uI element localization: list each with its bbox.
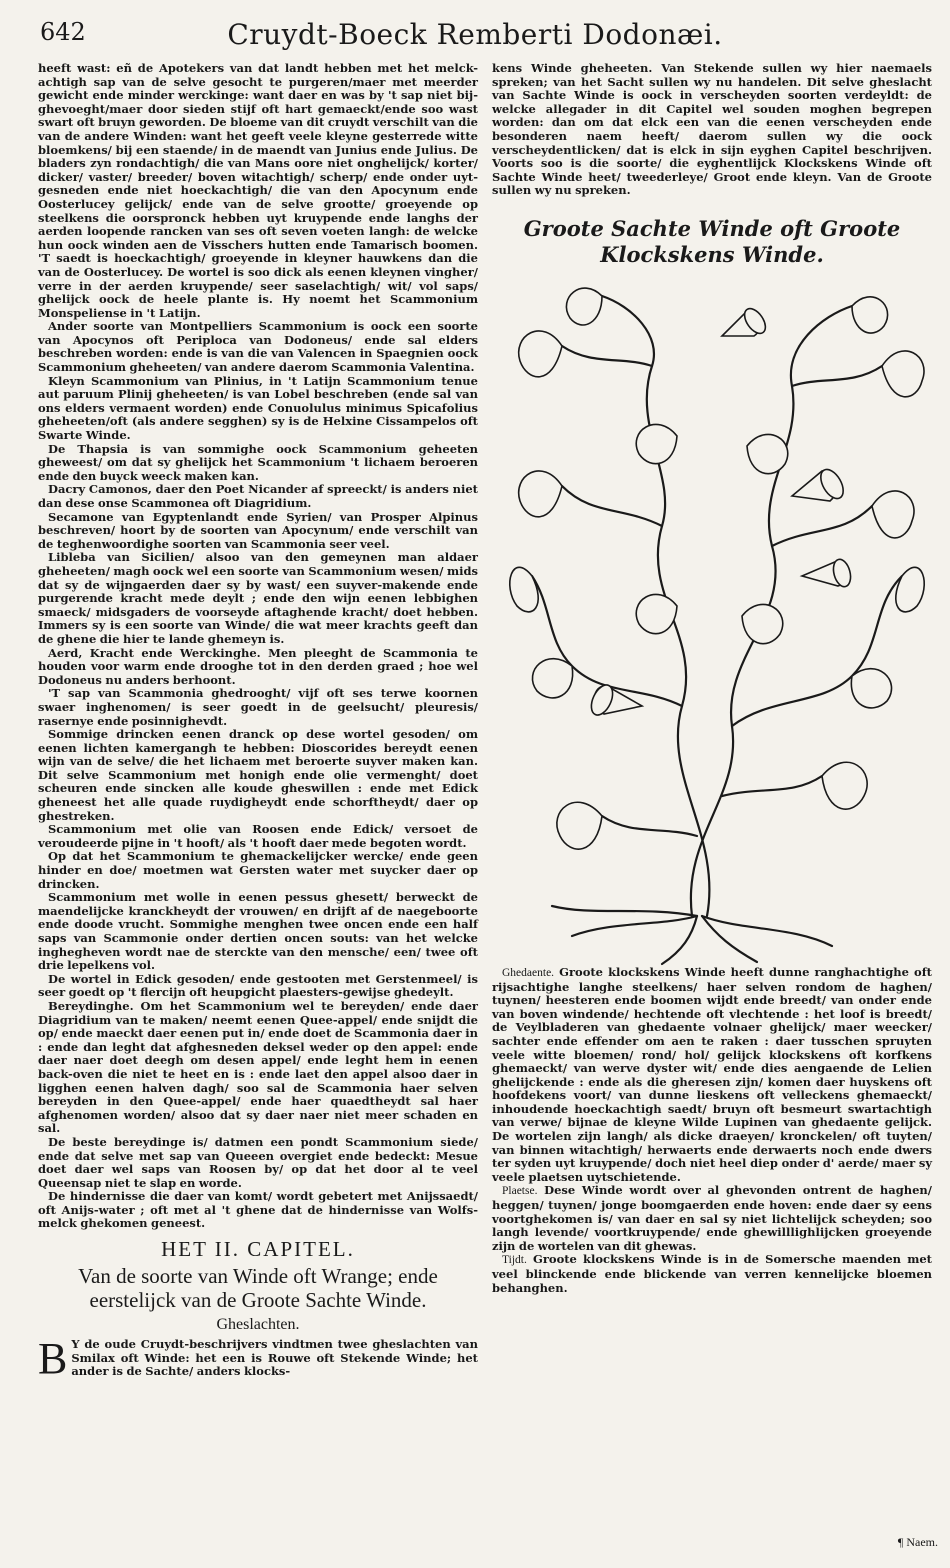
paragraph: Aerd, Kracht ende Werckinghe. Men pleeght de Scammonia te houden voor warm ende drooghe tot in den derden graed ; hoe wel Dodoneus nu anders berhoont. <box>38 645 478 687</box>
paragraph: De beste bereydinge is/ datmen een pondt Scammonium siede/ ende dat selve met sap van Queeen overgiet ende bedeckt: Mesue doet daer wel saps van Roosen by/ op dat het door al te veel Queensap niet te slap en worde. <box>38 1134 478 1190</box>
chapter-subtitle: Van de soorte van Winde oft Wrange; ende eerstelijck van de Groote Sachte Winde. <box>78 1264 438 1313</box>
paragraph: De wortel in Edick gesoden/ ende gestooten met Gerstenmeel/ is seer goedt op 't flercijn oft heupgicht plaesters-gewijse ghedeylt. <box>38 971 478 1000</box>
section-label: Ghedaente. <box>502 966 555 979</box>
paragraph: Kleyn Scammonium van Plinius, in 't Latijn Scammonium tenue aut paruum Plinij gheheeten/ is van Lobel beschreben (ende sal van ons elders vermaent worden) ende Conuolulus minimus Spicafolius gheheeten/oft (als andere segghen) sy is de Helxine Cissampelos oft Swarte Winde. <box>38 373 478 443</box>
paragraph: Secamone van Egyptenlandt ende Syrien/ van Prosper Alpinus beschreven/ hoort by de soorten van Apocynum/ ende verschilt van de teghenwoordighe soorten van Scammonia seer veel. <box>38 509 478 551</box>
figure-title-line: Groote Sachte Winde oft Groote <box>523 215 901 241</box>
paragraph: Dacry Camonos, daer den Poet Nicander af spreeckt/ is anders niet dan dese onse Scammonea oft Diagridium. <box>38 482 478 510</box>
paragraph: Scammonium met wolle in eenen pessus ghesett/ berweckt de maendelijcke kranckheydt der vrouwen/ en drijft af de naegeboorte ende doode vrucht. Sommighe menghen twee oncen ende een half saps van Scammonie onder dertien oncen souts: van het welcke inghegheven wordt nae de sterckte van den mensche/ een/ twee oft drie lepelkens vol. <box>38 890 478 973</box>
paragraph: Sommige drincken eenen dranck op dese wortel gesoden/ om eenen lichten kamergangh te hebben: Dioscorides bereydt eenen wijn van de selve/ die het lichaem met beroerte suyver maken kan. Dit selve Scammonium met honigh ende olie vermenght/ doet scheuren ende sincken alle koude gheswillen : ende met Edick gheneest het alle quade ruydigheydt ende schorftheydt/ daer op ghestreken. <box>38 727 478 823</box>
paragraph-text: Groote klockskens Winde heeft dunne ranghachtighe oft rijsachtighe langhe steelkens/ haer selven rondom de haghen/ tuynen/ heesteren ende boomen wijdt ende breedt/ van onder ende van boven windende/ hechtende oft vlechtende : het loof is breedt/ de Veylbladeren van ghedaente volnaer ghelijck/ maer weecker/ sachter ende effender om aen te raken : daer tusschen spruyten veele witte bloemen/ rond/ hol/ gelijck klockskens oft korfkens ghemaeckt/ van werve dyster wit/ ende dies aengaende de Lelien ghelijckende : ende als die gheresen zijn/ komen daer huyskens oft hoofdekens voort/ van dunne lieskens oft velleckens ghemaeckt/ inhoudende hoeckachtigh saedt/ bruyn oft besmeurt swartachtigh van verwe/ bijnae de kleyne Wilde Lupinen van ghedaente gelijck. De wortelen zijn langh/ als dicke draeyen/ kronckelen/ oft tuyten/ van binnen witachtigh/ herwaerts ende derwaerts noch ende dwers ter syden uyt kruypende/ doch niet heel diep onder d' aerde/ maer sy veele plaetsen uytschietende. <box>492 964 932 1184</box>
paragraph: Bereydinghe. Om het Scammonium wel te bereyden/ ende daer Diagridium van te maken/ neemt eenen Quee-appel/ ende snijdt die op/ ende maeckt daer eenen put in/ ende doet de Scammonia daer in : ende dan leght dat afghesneden deksel weder op den appel: ende daer naer doet deegh om desen appel/ ende leght hem in eenen back-oven die niet te heet en is : ende laet den appel alsoo daer in ligghen eenen halven dagh/ soo sal de Scammonia haer selven bereyden in den Quee-appel/ ende haer quaedtheydt sal haer afghenomen worden/ alsoo dat sy daer naer niet meer schaden en sal. <box>38 998 478 1136</box>
left-column <box>38 61 478 1384</box>
opening-paragraph <box>38 1334 478 1384</box>
paragraph-text: Dese Winde wordt over al ghevonden ontrent de haghen/ heggen/ tuynen/ jonge boomgaerden ende hoven: ende daer sy eens voortghekomen is/ van daer en sal sy niet lichtelijck scheyden; soo langh levende/ voortkruypende/ ende ghewilllighlijcken groeyende zijn de wortelen van dit ghewas. <box>492 1183 932 1253</box>
page-number: 642 <box>40 18 86 46</box>
page-header <box>40 18 910 54</box>
paragraph: De Thapsia is van sommighe oock Scammonium geheeten gheweest/ om dat sy ghelijck het Scammonium 't lichaem beroeren ende den buyck weeck maken kan. <box>38 441 478 483</box>
paragraph: De hindernisse die daer van komt/ wordt gebetert met Anijssaedt/ oft Anijs-water ; oft met al 't ghene dat de hindernisse van Wolfs-melck ghekomen geneest. <box>38 1189 478 1231</box>
section-label: Tijdt. <box>502 1254 527 1267</box>
section-heading: Gheslachten. <box>216 1316 300 1334</box>
drop-cap: B <box>38 1334 68 1384</box>
chapter-heading: HET II. CAPITEL. <box>161 1237 355 1262</box>
right-column <box>492 62 932 1295</box>
paragraph <box>492 966 932 1185</box>
paragraph: Scammonium met olie van Roosen ende Edick/ versoet de veroudeerde pijne in 't hooft/ als 't hooft daer mede begoten wordt. <box>38 822 478 850</box>
catchword: ¶ Naem. <box>897 1535 938 1549</box>
paragraph <box>492 1253 932 1295</box>
bindweed-woodcut-illustration <box>492 276 932 966</box>
paragraph: Libleba van Sicilien/ alsoo van den gemeynen man aldaer gheheeten/ magh oock wel een soorte van Scammonium wesen/ mids dat sy de wijngaerden daer sy by wast/ een suyver-makende ende purgerende kracht mede deylt ; ende den wijn eenen lebbighen smaeck/ midsgaders de voorseyde aftaghende kracht/ doet hebben. Immers sy is een soorte van Winde/ die wat meer krachts geeft dan de ghene die hier te lande ghemeyn is. <box>38 550 478 646</box>
paragraph: Y de oude Cruydt-beschrijvers vindtmen twee gheslachten van Smilax oft Winde: het een is Rouwe oft Stekende Winde; het ander is de Sachte/ anders klocks- <box>71 1337 478 1379</box>
paragraph: 'T sap van Scammonia ghedrooght/ vijf oft ses terwe koornen swaer inghenomen/ is seer goedt in de geelsucht/ pleuresis/ rasernye ende posinnighevdt. <box>38 686 478 728</box>
paragraph: kens Winde gheheeten. Van Stekende sullen wy hier naemaels spreken; van het Sacht sullen wy nu handelen. Dit selve gheslacht van Sachte Winde is oock in verscheyden soorten verdeyldt: de welcke allegader in dit Capitel wel souden moghen begrepen worden: dan om dat elck een van die eenen verscheyden ende besonderen naem heeft/ daerom sullen wy die oock verscheydentlicken/ dat is elck in sijn eyghen Capitel beschrijven. Voorts soo is die soorte/ die eyghentlijck Klockskens Winde oft Sachte Winde heet/ tweederleye/ Groot ende kleyn. Van de Groote sullen wy nu spreken. <box>492 61 932 198</box>
paragraph <box>492 1184 932 1253</box>
running-title: Cruydt-Boeck Remberti Dodonæi. <box>227 18 723 51</box>
figure-title <box>492 216 932 268</box>
section-label: Plaetse. <box>502 1185 538 1198</box>
paragraph-text: Groote klockskens Winde is in de Somersche maenden met veel blinckende ende blickende van verren kennelijcke bloemen behanghen. <box>492 1252 932 1295</box>
figure-title-line: Klockskens Winde. <box>600 241 824 267</box>
paragraph: Ander soorte van Montpelliers Scammonium is oock een soorte van Apocynos oft Periploca van Dodoneus/ ende sal elders beschreben worden: ende is van die van Valencen in Spaegnien oock Scammonium gheheeten/ van andere daerom Scammonia Valentina. <box>38 319 478 375</box>
paragraph: Op dat het Scammonium te ghemackelijcker wercke/ ende geen hinder en doe/ moetmen wat Gersten water met suycker daer op drincken. <box>38 849 478 891</box>
paragraph: heeft wast: eñ de Apotekers van dat landt hebben met het melck-achtigh sap van de selve gesocht te purgeren/maer met meerder gewicht ende minder werckinge: want daer en was by 't sap niet bij-ghevoeght/maer door sieden stijf oft hart gemaeckt/ende soo wast swart oft bruyn geworden. De bloeme van dit cruydt verschilt van die van de andere Winden: want het geeft veele kleyne gesterrede witte bloemkens/ bij een staende/ in de maendt van Junius ende Julius. De bladers zyn rondachtigh/ die van Mans oore niet onghelijck/ korter/ dicker/ vaster/ breeder/ boven witachtigh/ scherp/ ende onder uyt-gesneden ende niet hoeckachtigh/ die van den Apocynum ende Oosterlucey gelijck/ ende van de selve grootte/ groeyende op steelkens die oorspronck hebben uyt kruypende ende langhs der aerden loopende rancken van ses oft seven voeten langh: de welcke hun oock winden aen de Visschers hutten ende Tamarisch boomen. 'T saedt is hoeckachtigh/ groeyende in kleyner hauwkens dan die van de Oosterlucey. De wortel is soo dick als eenen kleynen vingher/ verre in der aerden kruypende/ seer saselachtigh/ wit/ vol saps/ ghelijck oock de heele plante is. Hy noemt het Scammonium Monspeliense in 't Latijn. <box>38 61 478 320</box>
